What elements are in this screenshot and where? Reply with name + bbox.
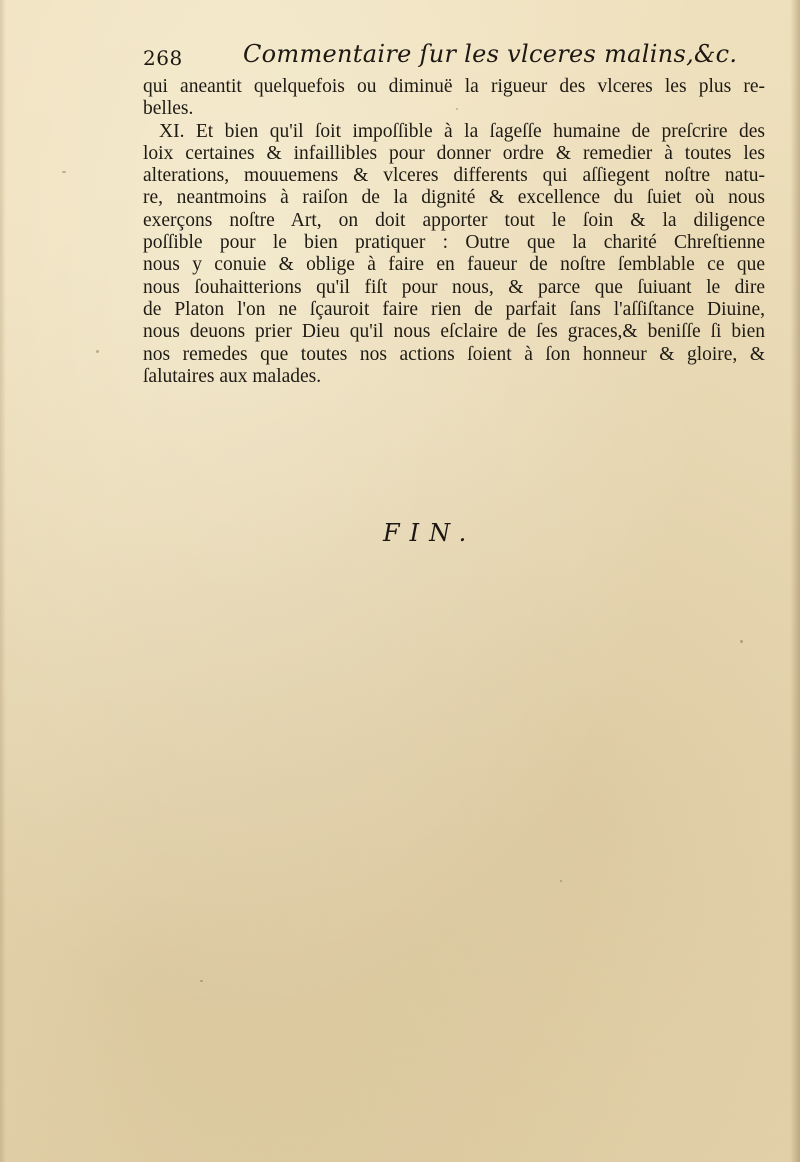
text-line: loix certaines & infaillibles pour donner ordre & remedier à toutes les xyxy=(143,142,765,164)
page-header xyxy=(143,40,763,72)
paper-speck xyxy=(96,350,99,353)
paper-speck xyxy=(560,880,562,882)
text-line: re, neantmoins à raiſon de la dignité & excellence du ſuiet où nous xyxy=(143,187,765,209)
paper-speck xyxy=(62,171,66,173)
text-line: XI. Et bien qu'il ſoit impoſſible à la ſageſſe humaine de preſcrire des xyxy=(159,120,765,142)
page-edge-left xyxy=(0,0,6,1162)
body-text xyxy=(143,76,765,388)
text-line: exerçons noſtre Art, on doit apporter tout le ſoin & la diligence xyxy=(143,209,765,231)
text-line: nos remedes que toutes nos actions ſoient à ſon honneur & gloire, & xyxy=(143,343,765,365)
text-line: belles. xyxy=(143,98,194,120)
text-line: qui aneantit quelquefois ou diminuë la rigueur des vlceres les plus re- xyxy=(143,76,765,97)
text-line: alterations, mouuemens & vlceres differents qui aſſiegent noſtre natu- xyxy=(143,165,765,187)
text-line: poſſible pour le bien pratiquer : Outre que la charité Chreſtienne xyxy=(143,232,765,254)
page-number: 268 xyxy=(143,46,183,70)
text-line: nous ſouhaitterions qu'il fiſt pour nous, & parce que ſuiuant le dire xyxy=(143,276,765,298)
fin-mark: FIN. xyxy=(383,519,477,547)
text-line: nous deuons prier Dieu qu'il nous eſclaire de ſes graces,& beniſſe ſi bien xyxy=(143,321,765,343)
text-line: de Platon l'on ne ſçauroit faire rien de parfait ſans l'aſſiſtance Diuine, xyxy=(143,298,765,320)
paper-speck xyxy=(740,640,743,643)
page-edge-right xyxy=(790,0,800,1162)
text-line: ſalutaires aux malades. xyxy=(143,365,322,387)
paper-speck xyxy=(200,980,203,982)
running-title: Commentaire ſur les vlceres malins,&c. xyxy=(243,40,738,68)
text-line: nous y conuie & oblige à faire en faueur de noſtre ſemblable ce que xyxy=(143,254,765,276)
paper-speck xyxy=(456,108,458,110)
